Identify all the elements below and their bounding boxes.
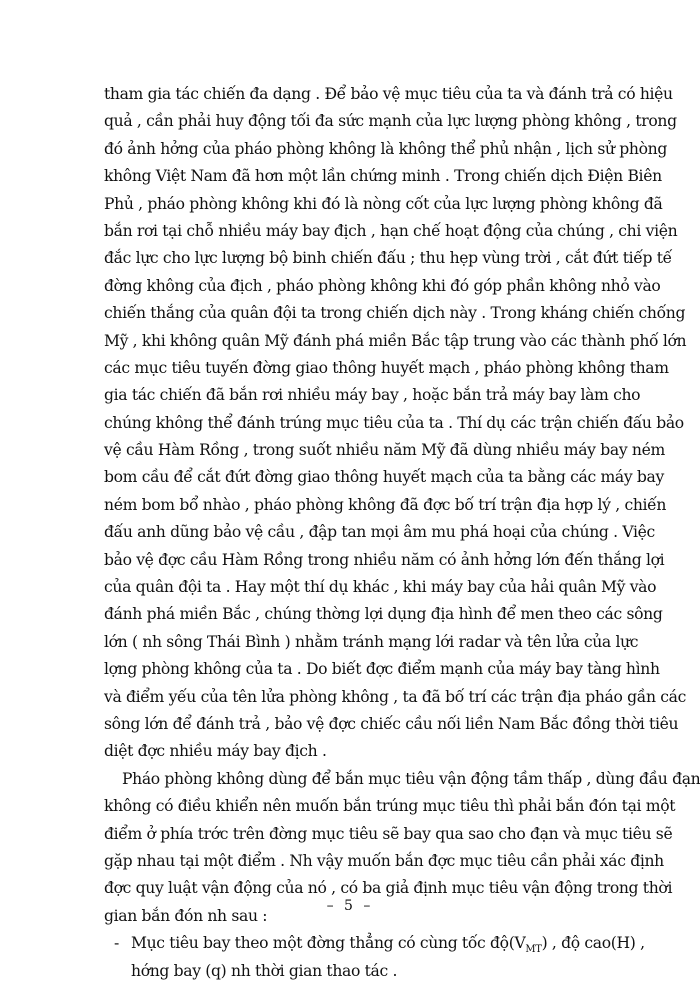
text-line: ném bom bổ nhào , pháo phòng không đã đợc bố trí trận địa hợp lý , chiến — [104, 495, 667, 514]
bullet-line-2: hớng bay (q) nh thời gian thao tác . — [131, 961, 398, 980]
text-line: chiến thắng của quân đội ta trong chiến dịch này . Trong kháng chiến chống — [104, 304, 686, 323]
text-line: Mỹ , khi không quân Mỹ đánh phá miền Bắc tập trung vào các thành phố lớn — [104, 331, 687, 350]
text-line: không có điều khiển nên muốn bắn trúng mục tiêu thì phải bắn đón tại một — [104, 797, 676, 816]
bullet-dash: - — [114, 934, 120, 953]
text-line: lợng phòng không của ta . Do biết đợc điểm mạnh của máy bay tàng hình — [104, 660, 660, 679]
text-line: vệ cầu Hàm Rồng , trong suốt nhiều năm Mỹ đã dùng nhiều máy bay ném — [104, 441, 665, 460]
text-line: điểm ở phía trớc trên đờng mục tiêu sẽ bay qua sao cho đạn và mục tiêu sẽ — [104, 824, 673, 843]
bullet-item — [104, 930, 645, 985]
text-line: bom cầu để cắt đứt đờng giao thông huyết mạch của ta bằng các máy bay — [104, 468, 664, 487]
text-line: đợc quy luật vận động của nó , có ba giả định mục tiêu vận động trong thời — [104, 879, 673, 898]
text-line: sông lớn để đánh trả , bảo vệ đợc chiếc cầu nối liền Nam Bắc đồng thời tiêu — [104, 714, 679, 733]
text-line: các mục tiêu tuyến đờng giao thông huyết mạch , pháo phòng không tham — [104, 358, 669, 377]
text-line: Phủ , pháo phòng không khi đó là nòng cốt của lực lượng phòng không đã — [104, 194, 663, 213]
text-line: bảo vệ đợc cầu Hàm Rồng trong nhiều năm có ảnh hởng lớn đến thắng lợi — [104, 550, 665, 569]
text-line: đắc lực cho lực lượng bộ binh chiến đấu ; thu hẹp vùng trời , cắt đứt tiếp tế — [104, 249, 672, 268]
paragraph-1 — [104, 81, 687, 766]
velocity-subscript: MT — [525, 944, 542, 956]
text-line: quả , cần phải huy động tối đa sức mạnh của lực lượng phòng không , trong — [104, 112, 677, 131]
text-line: đánh phá miền Bắc , chúng thờng lợi dụng địa hình để men theo các sông — [104, 605, 663, 624]
text-line: bắn rơi tại chỗ nhiều máy bay địch , hạn chế hoạt động của chúng , chi viện — [104, 221, 678, 240]
text-line: gia tác chiến đã bắn rơi nhiều máy bay , hoặc bắn trả máy bay làm cho — [104, 386, 641, 405]
text-line: đó ảnh hởng của pháo phòng không là không thể phủ nhận , lịch sử phòng — [104, 139, 667, 158]
text-line: của quân đội ta . Hay một thí dụ khác , khi máy bay của hải quân Mỹ vào — [104, 578, 657, 597]
text-line: gặp nhau tại một điểm . Nh vậy muốn bắn đợc mục tiêu cần phải xác định — [104, 851, 664, 870]
bullet-text: Mục tiêu bay theo một đờng thẳng có cùng tốc độ(V — [131, 934, 526, 953]
text-line: và điểm yếu của tên lửa phòng không , ta đã bố trí các trận địa pháo gần các — [104, 687, 686, 706]
text-line: diệt đợc nhiều máy bay địch . — [104, 742, 327, 761]
bullet-text: ) , độ cao(H) , — [541, 934, 645, 953]
body-text — [104, 81, 700, 985]
text-line: không Việt Nam đã hơn một lần chứng minh . Trong chiến dịch Điện Biên — [104, 167, 662, 186]
text-line: gian bắn đón nh sau : — [104, 906, 268, 925]
text-line: lớn ( nh sông Thái Bình ) nhằm tránh mạng lới radar và tên lửa của lực — [104, 632, 639, 651]
text-line: Pháo phòng không dùng để bắn mục tiêu vận động tầm thấp , dùng đầu đạn — [122, 769, 700, 788]
bullet-line-1 — [131, 930, 645, 957]
text-line: đấu anh dũng bảo vệ cầu , đập tan mọi âm mu phá hoại của chúng . Việc — [104, 523, 655, 542]
text-line: đờng không của địch , pháo phòng không khi đó góp phần không nhỏ vào — [104, 276, 661, 295]
text-line: chúng không thể đánh trúng mục tiêu của ta . Thí dụ các trận chiến đấu bảo — [104, 413, 684, 432]
text-line: tham gia tác chiến đa dạng . Để bảo vệ mục tiêu của ta và đánh trả có hiệu — [104, 85, 673, 103]
page-number: – 5 – — [326, 898, 374, 914]
